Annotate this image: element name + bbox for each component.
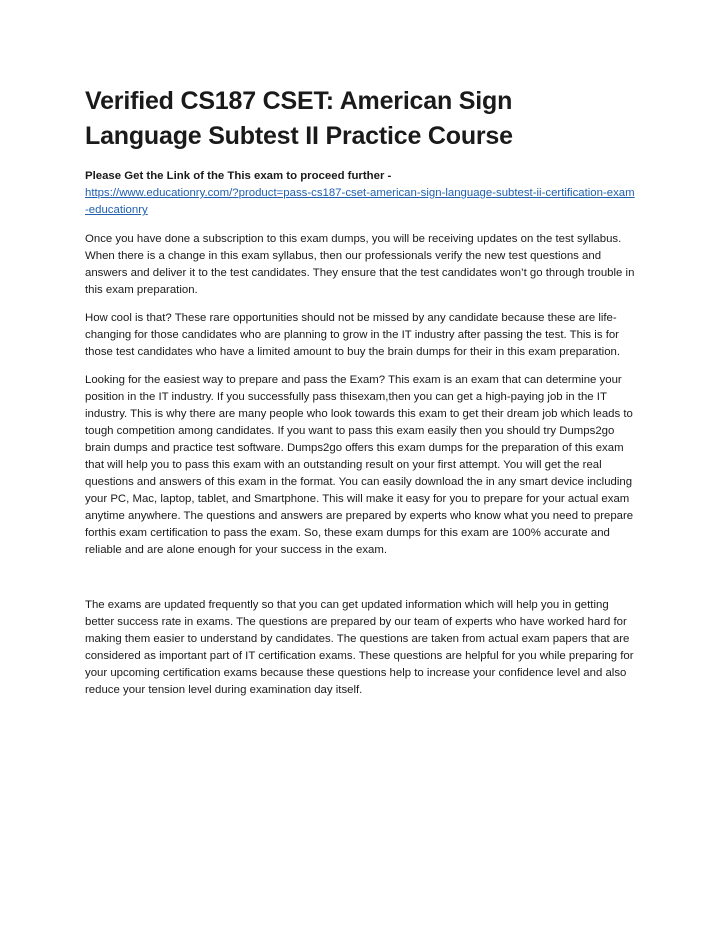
paragraph-subscription: Once you have done a subscription to this exam dumps, you will be receiving updates on the test syllabus. When there is a change in this exam syllabus, then our professionals verify the new test questions and answers and deliver it to the test candidates. They ensure that the test candidates won’t go through trouble in this exam preparation. <box>85 233 635 296</box>
paragraph-gap <box>85 570 635 597</box>
product-link[interactable]: https://www.educationry.com/?product=pass-cs187-cset-american-sign-language-subtest-ii-certification-exam-educationry <box>85 187 635 216</box>
lead-label: Please Get the Link of the This exam to proceed further - <box>85 170 392 182</box>
paragraph-easiest-way: Looking for the easiest way to prepare and pass the Exam? This exam is an exam that can determine your position in the IT industry. If you successfully pass thisexam,then you can get a high-paying job in the IT industry. This is why there are many people who look towards this exam to get their dream job which leads to tough competition among candidates. If you want to pass this exam easily then you should try Dumps2go brain dumps and practice test software. Dumps2go offers this exam dumps for the preparation of this exam that will help you to pass this exam with an outstanding result on your first attempt. You will get the real questions and answers of this exam in the format. You can easily download the in any smart device including your PC, Mac, laptop, tablet, and Smartphone. This will make it easy for you to prepare for your actual exam anytime anywhere. The questions and answers are prepared by experts who know what you need to prepare forthis exam certification to pass the exam. So, these exam dumps for this exam are 100% accurate and reliable and are alone enough for your success in the exam. <box>85 374 634 556</box>
document-page <box>85 84 635 710</box>
paragraph-updates: The exams are updated frequently so that you can get updated information which will help you in getting better success rate in exams. The questions are prepared by our team of experts who have worked hard for making them easier to understand by candidates. The questions are taken from actual exam papers that are considered as important part of IT certification exams. These questions are helpful for you while preparing for your upcoming certification exams because these questions help to increase your confidence level and also reduce your tension level during examination day itself. <box>85 599 634 696</box>
paragraph-opportunities: How cool is that? These rare opportunities should not be missed by any candidate because these are life-changing for those candidates who are planning to grow in the IT industry after passing the test. This is for those test candidates who have a limited amount to buy the brain dumps for their in this exam preparation. <box>85 312 621 358</box>
document-title: Verified CS187 CSET: American Sign Language Subtest II Practice Course <box>85 87 513 150</box>
lead-block <box>85 168 635 219</box>
